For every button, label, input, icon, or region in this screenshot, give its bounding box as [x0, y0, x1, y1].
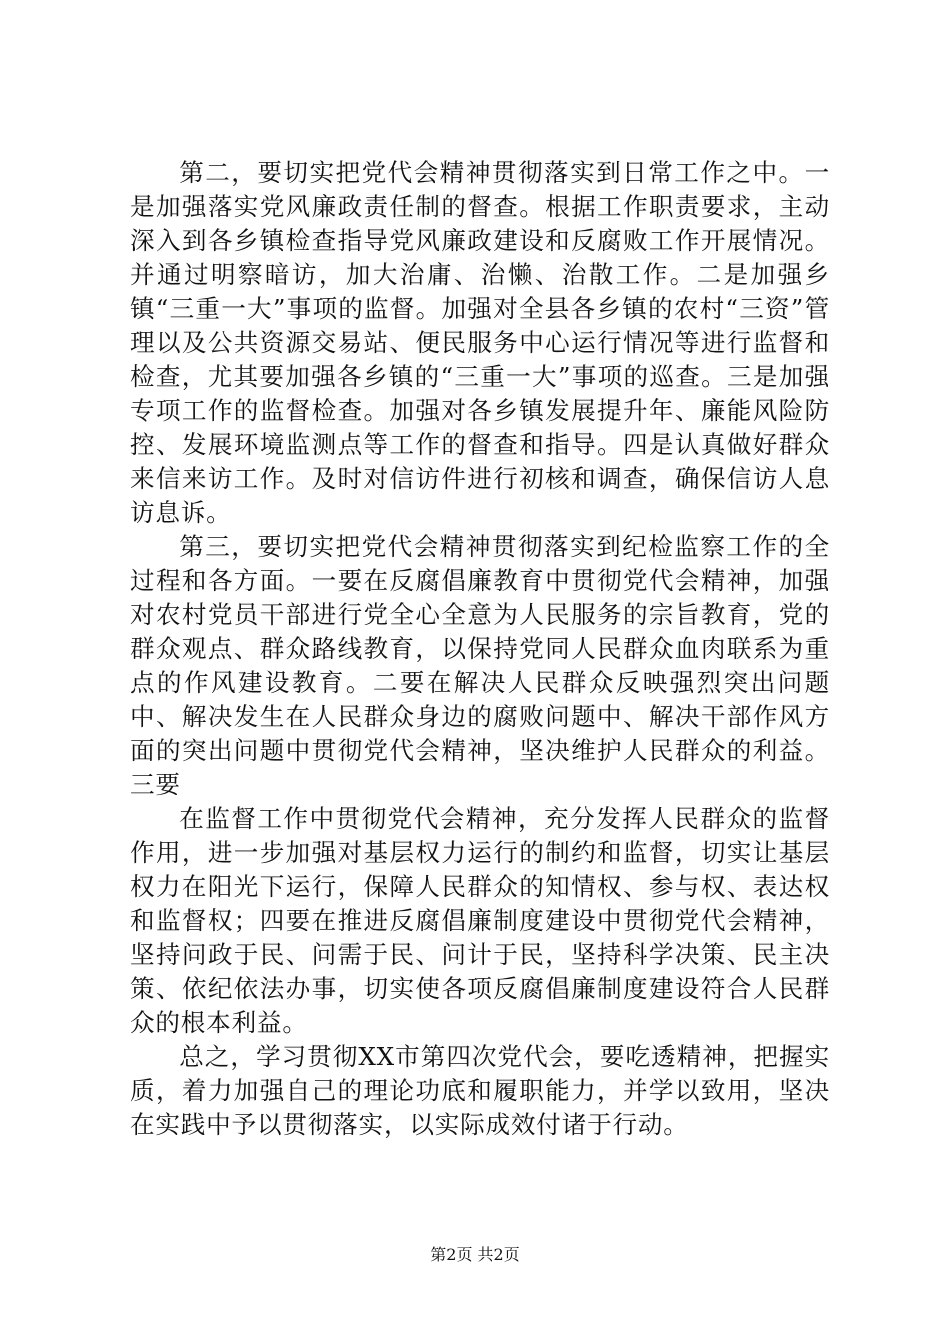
paragraph-second: 第二，要切实把党代会精神贯彻落实到日常工作之中。一是加强落实党风廉政责任制的督查。根据工作职责要求，主动深入到各乡镇检查指导党风廉政建设和反腐败工作开展情况。并通过明察暗访，加大治庸、治懒、治散工作。二是加强乡镇“三重一大”事项的监督。加强对全县各乡镇的农村“三资”管理以及公共资源交易站、便民服务中心运行情况等进行监督和检查，尤其要加强各乡镇的“三重一大”事项的巡查。三是加强专项工作的监督检查。加强对各乡镇发展提升年、廉能风险防控、发展环境监测点等工作的督查和指导。四是认真做好群众来信来访工作。及时对信访件进行初核和调查，确保信访人息访息诉。 [130, 158, 830, 527]
page-footer: 第2页 共2页 [430, 1245, 520, 1264]
paragraph-third-continued: 在监督工作中贯彻党代会精神，充分发挥人民群众的监督作用，进一步加强对基层权力运行的制约和监督，切实让基层权力在阳光下运行，保障人民群众的知情权、参与权、表达权和监督权；四要在推进反腐倡廉制度建设中贯彻党代会精神，坚持问政于民、问需于民、问计于民，坚持科学决策、民主决策、依纪依法办事，切实使各项反腐倡廉制度建设符合人民群众的根本利益。 [130, 804, 830, 1037]
paragraph-conclusion: 总之，学习贯彻XX市第四次党代会，要吃透精神，把握实质，着力加强自己的理论功底和履职能力，并学以致用，坚决在实践中予以贯彻落实，以实际成效付诸于行动。 [130, 1042, 830, 1139]
document-body [130, 156, 830, 1142]
paragraph-third: 第三，要切实把党代会精神贯彻落实到纪检监察工作的全过程和各方面。一要在反腐倡廉教育中贯彻党代会精神，加强对农村党员干部进行党全心全意为人民服务的宗旨教育，党的群众观点、群众路线教育，以保持党同人民群众血肉联系为重点的作风建设教育。二要在解决人民群众反映强烈突出问题中、解决发生在人民群众身边的腐败问题中、解决干部作风方面的突出问题中贯彻党代会精神，坚决维护人民群众的利益。三要 [130, 532, 830, 799]
